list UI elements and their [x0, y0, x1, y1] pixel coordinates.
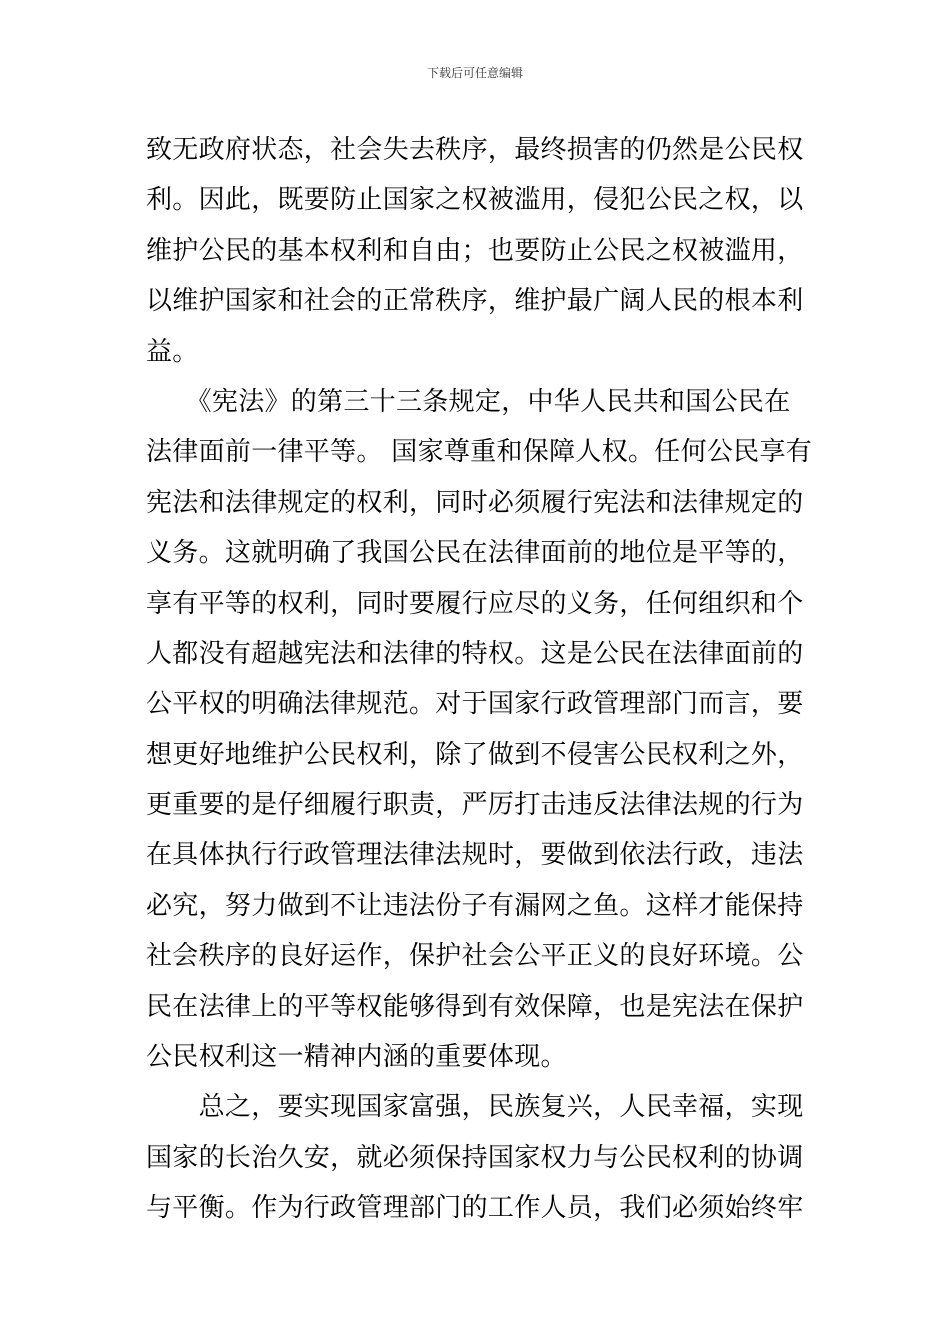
- paragraph-1: [146, 125, 808, 377]
- text-line: 公民权利这一精神内涵的重要体现。: [146, 1042, 567, 1073]
- text-line: 公平权的明确法律规范。对于国家行政管理部门而言，要: [146, 689, 804, 720]
- text-line: 益。: [146, 336, 199, 367]
- text-line: 享有平等的权利，同时要履行应尽的义务，任何组织和个: [146, 588, 804, 619]
- text-line: 社会秩序的良好运作，保护社会公平正义的良好环境。公: [146, 941, 804, 972]
- page-header-note: 下载后可任意编辑: [426, 66, 523, 80]
- text-line: 以维护国家和社会的正常秩序，维护最广阔人民的根本利: [146, 286, 804, 317]
- document-body: [146, 125, 813, 1234]
- text-line: 必究，努力做到不让违法份子有漏网之鱼。这样才能保持: [146, 890, 804, 921]
- text-line: 想更好地维护公民权利，除了做到不侵害公民权利之外，: [146, 739, 804, 770]
- text-line: 更重要的是仔细履行职责，严厉打击违反法律法规的行为: [146, 790, 804, 821]
- text-line: 民在法律上的平等权能够得到有效保障，也是宪法在保护: [146, 991, 804, 1022]
- text-line: 致无政府状态，社会失去秩序，最终损害的仍然是公民权: [146, 135, 804, 165]
- text-line: 国家的长治久安，就必须保持国家权力与公民权利的协调: [146, 1142, 804, 1173]
- text-line: 与平衡。作为行政管理部门的工作人员，我们必须始终牢: [146, 1193, 804, 1224]
- text-line: 人都没有超越宪法和法律的特权。这是公民在法律面前的: [146, 638, 804, 669]
- text-line: 法律面前一律平等。 国家尊重和保障人权。任何公民享有: [146, 437, 813, 468]
- text-line: 总之，要实现国家富强，民族复兴，人民幸福，实现: [146, 1092, 804, 1123]
- paragraph-2: [146, 377, 813, 1082]
- paragraph-3: [146, 1082, 808, 1233]
- text-line: 利。因此，既要防止国家之权被滥用，侵犯公民之权，以: [146, 185, 804, 216]
- text-line: 宪法和法律规定的权利，同时必须履行宪法和法律规定的: [146, 487, 804, 518]
- text-line: 《宪法》的第三十三条规定，中华人民共和国公民在: [146, 386, 791, 417]
- text-line: 维护公民的基本权利和自由；也要防止公民之权被滥用，: [146, 235, 804, 266]
- text-line: 义务。这就明确了我国公民在法律面前的地位是平等的，: [146, 538, 804, 569]
- text-line: 在具体执行行政管理法律法规时，要做到依法行政，违法: [146, 840, 804, 871]
